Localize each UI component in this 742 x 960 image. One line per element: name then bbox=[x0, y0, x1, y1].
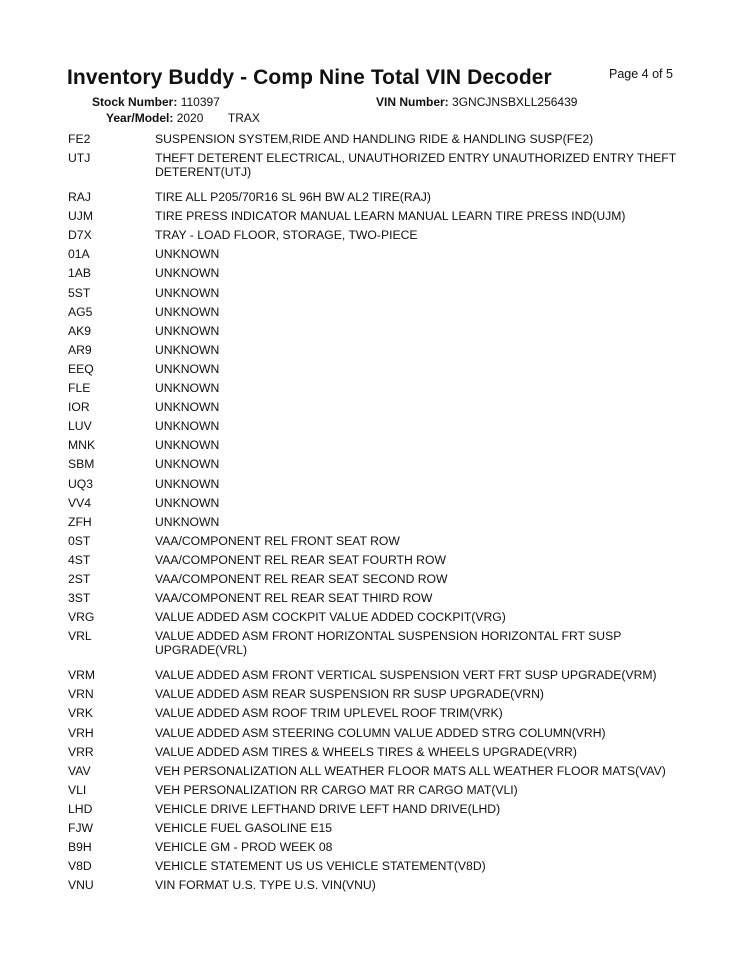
option-code: AG5 bbox=[68, 304, 93, 319]
option-description: UNKNOWN bbox=[155, 304, 220, 319]
option-description: UNKNOWN bbox=[155, 323, 220, 338]
option-code: 5ST bbox=[68, 285, 91, 300]
option-code: VLI bbox=[68, 782, 87, 797]
option-description: UNKNOWN bbox=[155, 381, 220, 396]
list-item bbox=[0, 343, 742, 362]
stock-number-label: Stock Number: bbox=[92, 95, 178, 109]
option-code: EEQ bbox=[68, 361, 94, 376]
option-code: MNK bbox=[68, 438, 96, 453]
list-item bbox=[0, 706, 742, 725]
list-item bbox=[0, 859, 742, 878]
page-title: Inventory Buddy - Comp Nine Total VIN Decoder bbox=[67, 66, 552, 89]
option-description: VAA/COMPONENT REL REAR SEAT FOURTH ROW bbox=[155, 552, 446, 567]
list-item bbox=[0, 726, 742, 745]
list-item bbox=[0, 515, 742, 534]
list-item bbox=[0, 400, 742, 419]
option-description: UNKNOWN bbox=[155, 419, 220, 434]
option-description: UNKNOWN bbox=[155, 247, 220, 262]
list-item bbox=[0, 228, 742, 247]
option-code: VRN bbox=[68, 687, 94, 702]
list-item bbox=[0, 266, 742, 285]
list-item bbox=[0, 305, 742, 324]
year-value: 2020 bbox=[176, 111, 204, 125]
option-description: VAA/COMPONENT REL REAR SEAT SECOND ROW bbox=[155, 571, 448, 586]
option-code: AR9 bbox=[68, 342, 92, 357]
option-code: FJW bbox=[68, 821, 94, 835]
option-description: VALUE ADDED ASM REAR SUSPENSION RR SUSP UPGRADE(VRN) bbox=[155, 687, 544, 702]
option-code: RAJ bbox=[68, 190, 92, 205]
option-description: VALUE ADDED ASM COCKPIT VALUE ADDED COCKPIT(VRG) bbox=[155, 610, 506, 625]
option-code: 3ST bbox=[68, 591, 91, 606]
option-code: B9H bbox=[68, 840, 92, 855]
list-item bbox=[0, 151, 742, 190]
option-code: VRR bbox=[68, 744, 94, 759]
option-description: TIRE PRESS INDICATOR MANUAL LEARN MANUAL LEARN TIRE PRESS IND(UJM) bbox=[155, 209, 626, 224]
stock-number-value: 110397 bbox=[180, 95, 220, 109]
option-code: UJM bbox=[68, 209, 94, 224]
option-description: TIRE ALL P205/70R16 SL 96H BW AL2 TIRE(RAJ) bbox=[155, 190, 431, 205]
option-description: UNKNOWN bbox=[155, 495, 220, 510]
option-description: UNKNOWN bbox=[155, 361, 220, 376]
option-code: VNU bbox=[68, 878, 94, 893]
list-item bbox=[0, 247, 742, 266]
option-code: 1AB bbox=[68, 266, 92, 281]
option-code: LUV bbox=[68, 419, 92, 434]
list-item bbox=[0, 802, 742, 821]
option-code: ZFH bbox=[68, 514, 92, 529]
option-description: TRAY - LOAD FLOOR, STORAGE, TWO-PIECE bbox=[155, 228, 418, 243]
option-code: LHD bbox=[68, 801, 93, 816]
list-item bbox=[0, 362, 742, 381]
option-description: VEHICLE FUEL GASOLINE E15 bbox=[155, 821, 333, 835]
option-description: VEH PERSONALIZATION RR CARGO MAT RR CARGO MAT(VLI) bbox=[155, 782, 518, 797]
option-code: V8D bbox=[68, 859, 92, 874]
list-item bbox=[0, 610, 742, 629]
list-item bbox=[0, 878, 742, 897]
option-description: VALUE ADDED ASM ROOF TRIM UPLEVEL ROOF TRIM(VRK) bbox=[155, 706, 503, 721]
option-code: 01A bbox=[68, 247, 90, 262]
option-description: UNKNOWN bbox=[155, 266, 220, 281]
list-item bbox=[0, 687, 742, 706]
list-item bbox=[0, 457, 742, 476]
option-code: 0ST bbox=[68, 533, 91, 548]
list-item bbox=[0, 438, 742, 457]
option-description: VALUE ADDED ASM FRONT HORIZONTAL SUSPENSION HORIZONTAL FRT SUSP UPGRADE(VRL) bbox=[155, 629, 622, 658]
list-item bbox=[0, 496, 742, 515]
option-code: UTJ bbox=[68, 151, 91, 166]
option-code: AK9 bbox=[68, 323, 92, 338]
option-code: VRG bbox=[68, 610, 95, 625]
list-item bbox=[0, 419, 742, 438]
option-code-list bbox=[0, 132, 742, 897]
list-item bbox=[0, 553, 742, 572]
option-description: UNKNOWN bbox=[155, 342, 220, 357]
option-code: 2ST bbox=[68, 571, 91, 586]
list-item bbox=[0, 477, 742, 496]
vin-number-value: 3GNCJNSBXLL256439 bbox=[452, 95, 578, 109]
option-code: VRM bbox=[68, 668, 96, 683]
option-description: VALUE ADDED ASM STEERING COLUMN VALUE ADDED STRG COLUMN(VRH) bbox=[155, 725, 606, 740]
option-description: UNKNOWN bbox=[155, 514, 220, 529]
model-value: TRAX bbox=[227, 111, 260, 125]
option-description: VALUE ADDED ASM FRONT VERTICAL SUSPENSION VERT FRT SUSP UPGRADE(VRM) bbox=[155, 668, 657, 683]
option-description: UNKNOWN bbox=[155, 457, 220, 472]
option-description: UNKNOWN bbox=[155, 476, 220, 491]
option-code: VRL bbox=[68, 629, 92, 644]
option-code: D7X bbox=[68, 228, 92, 243]
stock-number bbox=[92, 95, 220, 109]
vin-number-label: VIN Number: bbox=[376, 95, 449, 109]
option-code: IOR bbox=[68, 400, 90, 415]
list-item bbox=[0, 534, 742, 553]
option-description: SUSPENSION SYSTEM,RIDE AND HANDLING RIDE & HANDLING SUSP(FE2) bbox=[155, 132, 594, 146]
option-code: FLE bbox=[68, 381, 91, 396]
option-code: FE2 bbox=[68, 132, 91, 146]
option-code: UQ3 bbox=[68, 476, 94, 491]
option-code: VAV bbox=[68, 763, 91, 778]
option-description: VIN FORMAT U.S. TYPE U.S. VIN(VNU) bbox=[155, 878, 376, 893]
list-item bbox=[0, 591, 742, 610]
list-item bbox=[0, 190, 742, 209]
option-code: SBM bbox=[68, 457, 95, 472]
option-code: VRH bbox=[68, 725, 94, 740]
list-item bbox=[0, 381, 742, 400]
list-item bbox=[0, 821, 742, 840]
list-item bbox=[0, 324, 742, 343]
option-description: UNKNOWN bbox=[155, 438, 220, 453]
list-item bbox=[0, 783, 742, 802]
page-number: Page 4 of 5 bbox=[609, 67, 673, 81]
list-item bbox=[0, 132, 742, 151]
year-model bbox=[106, 111, 260, 125]
option-description: VEHICLE GM - PROD WEEK 08 bbox=[155, 840, 333, 855]
list-item bbox=[0, 668, 742, 687]
option-description: VEHICLE STATEMENT US US VEHICLE STATEMENT(V8D) bbox=[155, 859, 486, 874]
option-code: VV4 bbox=[68, 495, 92, 510]
list-item bbox=[0, 572, 742, 591]
option-code: 4ST bbox=[68, 552, 91, 567]
year-model-label: Year/Model: bbox=[106, 111, 174, 125]
list-item bbox=[0, 286, 742, 305]
option-description: VAA/COMPONENT REL FRONT SEAT ROW bbox=[155, 533, 400, 548]
option-description: VEH PERSONALIZATION ALL WEATHER FLOOR MATS ALL WEATHER FLOOR MATS(VAV) bbox=[155, 763, 666, 778]
option-description: UNKNOWN bbox=[155, 400, 220, 415]
list-item bbox=[0, 764, 742, 783]
list-item bbox=[0, 629, 742, 668]
option-description: VAA/COMPONENT REL REAR SEAT THIRD ROW bbox=[155, 591, 433, 606]
option-description: UNKNOWN bbox=[155, 285, 220, 300]
list-item bbox=[0, 209, 742, 228]
list-item bbox=[0, 840, 742, 859]
list-item bbox=[0, 745, 742, 764]
vin-number bbox=[376, 95, 577, 109]
option-description: VEHICLE DRIVE LEFTHAND DRIVE LEFT HAND DRIVE(LHD) bbox=[155, 801, 501, 816]
option-code: VRK bbox=[68, 706, 94, 721]
option-description: THEFT DETERENT ELECTRICAL, UNAUTHORIZED ENTRY UNAUTHORIZED ENTRY THEFT DETERENT(UTJ) bbox=[155, 151, 676, 180]
option-description: VALUE ADDED ASM TIRES & WHEELS TIRES & WHEELS UPGRADE(VRR) bbox=[155, 744, 577, 759]
